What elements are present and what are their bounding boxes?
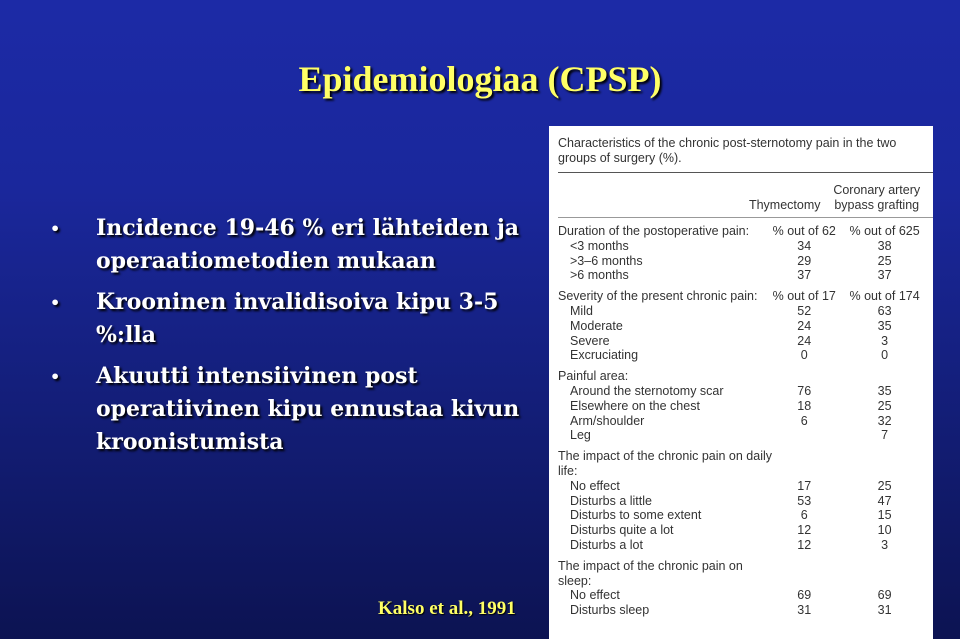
table-caption: Characteristics of the chronic post-sternotomy pain in the two groups of surgery (%). <box>558 136 897 165</box>
section-label: Painful area: <box>558 369 629 384</box>
thymectomy-value: 17 <box>797 478 812 493</box>
cabg-value: 25 <box>877 398 892 413</box>
section-col3: % out of 625 <box>849 224 920 238</box>
section-header-row <box>558 369 933 384</box>
row-label: >3–6 months <box>570 253 643 268</box>
row-label: Around the sternotomy scar <box>570 383 724 398</box>
thymectomy-value: 6 <box>800 413 808 428</box>
row-label: Excruciating <box>570 348 639 363</box>
section-header-row <box>558 559 933 589</box>
section-col2: % out of 17 <box>772 289 836 304</box>
section-col3: % out of 174 <box>849 289 920 304</box>
row-label: >6 months <box>570 268 629 283</box>
cabg-value: 25 <box>877 478 892 493</box>
section-header-row <box>558 224 933 239</box>
table-row <box>558 399 933 414</box>
bullet-text: Akuutti intensiivinen post operatiivinen kipu ennustaa kivun kroonistumista <box>96 363 520 455</box>
table-row <box>558 494 933 509</box>
row-label: Disturbs a little <box>570 493 652 508</box>
thymectomy-value: 12 <box>797 523 812 538</box>
header-cell: Coronary artery bypass grafting <box>833 183 921 212</box>
cabg-value: 10 <box>877 523 892 538</box>
thymectomy-value: 29 <box>797 253 812 268</box>
section-col2 <box>772 369 836 384</box>
data-table-body <box>558 218 933 618</box>
bullet-item <box>50 360 520 459</box>
table-header-row <box>558 173 933 217</box>
cabg-value: 3 <box>881 537 889 552</box>
header-cell <box>558 173 749 217</box>
table-row <box>558 428 933 443</box>
bullet-item <box>50 212 520 278</box>
data-table <box>558 173 933 217</box>
thymectomy-value: 34 <box>797 238 812 253</box>
table-row <box>558 538 933 553</box>
table-row <box>558 603 933 618</box>
cabg-value: 69 <box>877 588 892 603</box>
section-col3 <box>836 369 933 384</box>
bullet-text: Krooninen invalidisoiva kipu 3-5 %:lla <box>96 289 499 348</box>
cabg-value: 35 <box>877 318 892 333</box>
section-label: The impact of the chronic pain on sleep: <box>558 558 743 588</box>
cabg-value: 3 <box>881 333 889 348</box>
thymectomy-value: 0 <box>800 348 808 363</box>
row-label: Arm/shoulder <box>570 413 645 428</box>
data-table-panel <box>549 126 933 639</box>
row-label: <3 months <box>570 238 629 253</box>
thymectomy-value: 52 <box>797 303 812 318</box>
cabg-value: 47 <box>877 493 892 508</box>
row-label: Disturbs to some extent <box>570 508 702 523</box>
row-label: Mild <box>570 303 593 318</box>
bullet-dot-icon: • <box>50 219 61 238</box>
table-row <box>558 268 933 283</box>
cabg-value: 37 <box>877 268 892 283</box>
table-row <box>558 414 933 429</box>
row-label: Disturbs quite a lot <box>570 523 674 538</box>
thymectomy-value: 53 <box>797 493 812 508</box>
section-col2 <box>772 559 836 589</box>
section-label: The impact of the chronic pain on daily life: <box>558 449 773 478</box>
cabg-value: 0 <box>881 348 889 363</box>
thymectomy-value: 76 <box>797 383 812 398</box>
bullet-text: Incidence 19-46 % eri lähteiden ja operaatiometodien mukaan <box>96 215 520 274</box>
cabg-value: 38 <box>877 238 892 253</box>
citation: Kalso et al., 1991 <box>378 598 516 619</box>
row-label: Severe <box>570 333 610 348</box>
row-label: Disturbs sleep <box>570 603 650 618</box>
table-row <box>558 384 933 399</box>
cabg-value: 25 <box>877 253 892 268</box>
cabg-value: 31 <box>877 603 892 618</box>
cabg-value: 7 <box>881 428 889 443</box>
cabg-value: 32 <box>877 413 892 428</box>
section-col3 <box>836 449 933 479</box>
thymectomy-value: 24 <box>797 318 812 333</box>
thymectomy-value: 12 <box>797 537 812 552</box>
thymectomy-value <box>772 428 836 443</box>
table-row <box>558 508 933 523</box>
bullet-dot-icon: • <box>50 293 61 312</box>
slide-title: Epidemiologiaa (CPSP) <box>298 59 662 99</box>
row-label: No effect <box>570 478 620 493</box>
thymectomy-value: 31 <box>797 603 812 618</box>
table-row <box>558 304 933 319</box>
row-label: Moderate <box>570 318 623 333</box>
thymectomy-value: 24 <box>797 333 812 348</box>
row-label: Elsewhere on the chest <box>570 398 700 413</box>
cabg-value: 15 <box>877 508 892 523</box>
thymectomy-value: 37 <box>797 268 812 283</box>
table-row <box>558 239 933 254</box>
row-label: Leg <box>570 428 591 443</box>
header-cell: Thymectomy <box>748 198 821 213</box>
section-label: Duration of the postoperative pain: <box>558 224 750 238</box>
table-row <box>558 254 933 269</box>
section-label: Severity of the present chronic pain: <box>558 289 758 304</box>
cabg-value: 35 <box>877 383 892 398</box>
section-header-row <box>558 289 933 304</box>
thymectomy-value: 6 <box>800 508 808 523</box>
section-col2: % out of 62 <box>772 224 836 238</box>
row-label: No effect <box>570 588 620 603</box>
table-row <box>558 319 933 334</box>
row-label: Disturbs a lot <box>570 537 643 552</box>
section-col2 <box>772 449 836 479</box>
cabg-value: 63 <box>877 303 892 318</box>
table-row <box>558 523 933 538</box>
thymectomy-value: 18 <box>797 398 812 413</box>
bullet-dot-icon: • <box>50 367 61 386</box>
thymectomy-value: 69 <box>797 588 812 603</box>
section-col3 <box>836 559 933 589</box>
bullet-item <box>50 286 520 352</box>
section-header-row <box>558 449 933 479</box>
bullet-list <box>50 212 520 467</box>
table-row <box>558 348 933 363</box>
table-row <box>558 588 933 603</box>
table-row <box>558 479 933 494</box>
table-row <box>558 334 933 349</box>
